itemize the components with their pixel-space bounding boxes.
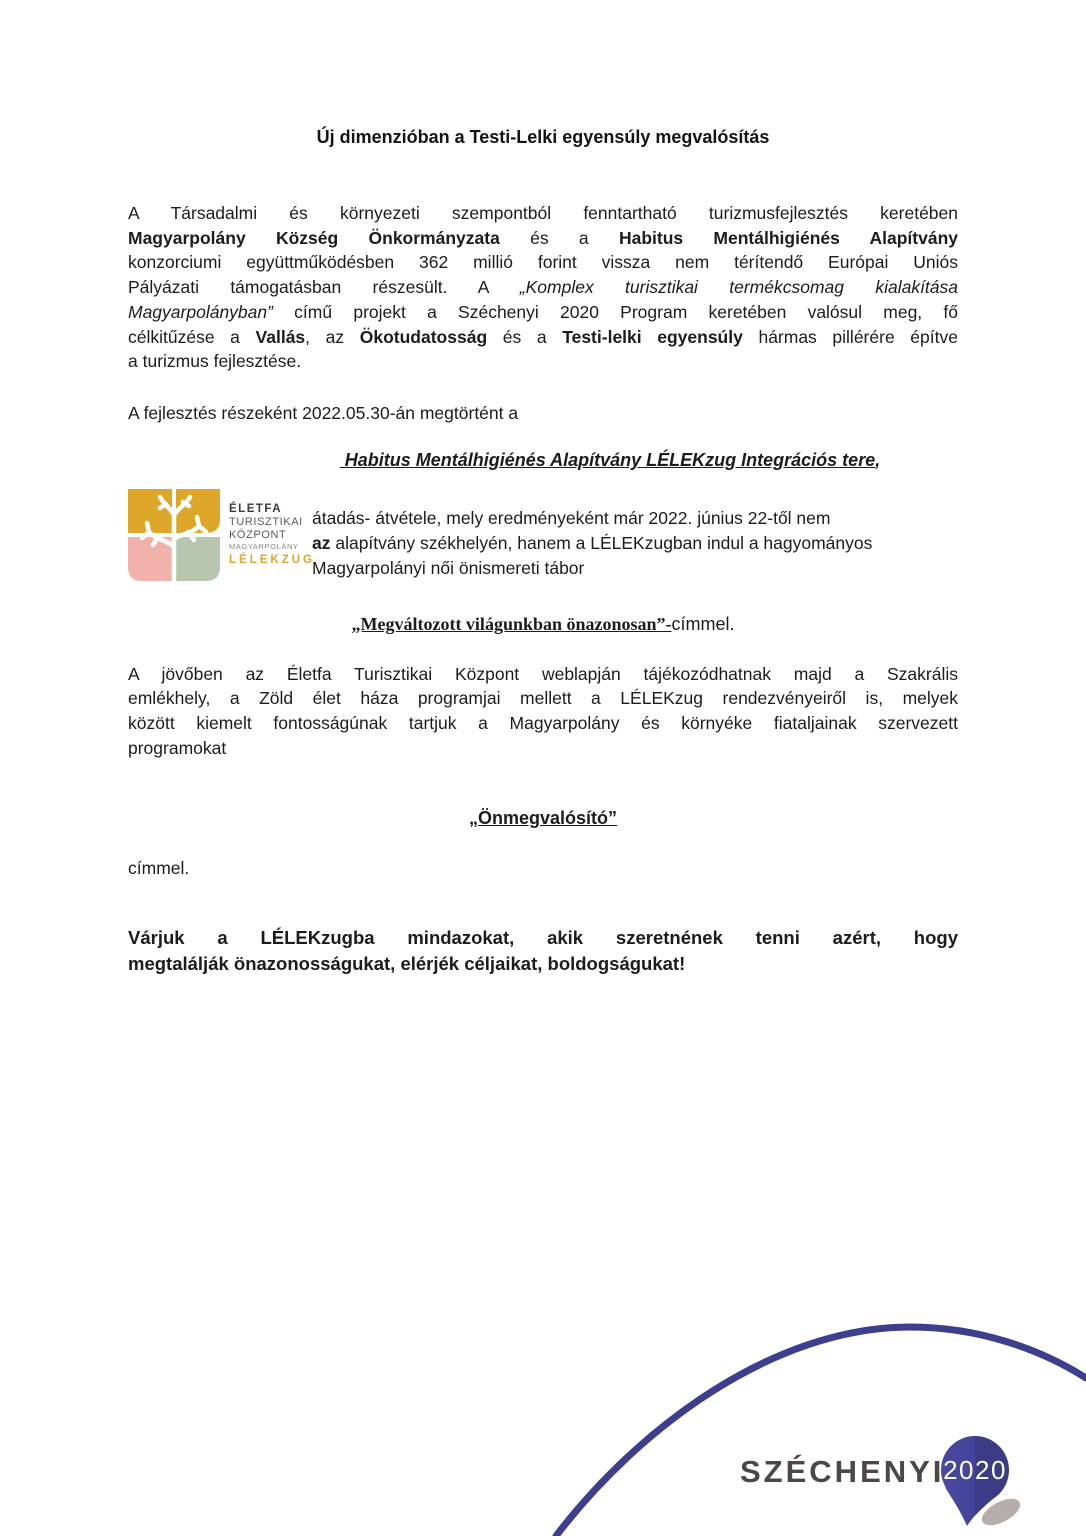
development-paragraph: A fejlesztés részeként 2022.05.30-án megtörtént a [128,402,519,423]
self-actualization-headline: „Önmegvalósító” [468,808,618,829]
future-paragraph: A jövőben az Életfa Turisztikai Központ weblapján tájékozódhatnak majd a Szakrális emlékhely, a Zöld élet háza programjai mellett a LÉLEKzug rendezvényeiről is, melyek között kiemelt fontosságúnak tartjuk a Magyarpolány és környéke fiataljainak szervezett programokat [128,663,958,758]
eletfa-logo-line-1: ÉLETFA [229,502,283,515]
intro-paragraph: A Társadalmi és környezeti szempontból fenntartható turizmusfejlesztés keretében Magyarpolány Község Önkormányzata és a Habitus Mentálhigiénés Alapítvány konzorciumi együttműködésben 362 millió forint vissza nem térítendő Európai Uniós Pályázati támogatásban részesült. A „Komplex turisztikai termékcsomag kialakítása Magyarpolányban” című projekt a Széchenyi 2020 Program keretében valósul meg, fő célkitűzése a Vallás, az Ökotudatosság és a Testi-lelki egyensúly hármas pillérére építve a turizmus fejlesztése. [128,203,959,372]
eletfa-logo-line-4: MAGYARPOLÁNY [229,541,299,551]
szechenyi-2020-logo [0,1276,1086,1536]
eletfa-logo-line-3: KÖZPONT [229,528,287,541]
document-content [128,0,958,977]
eletfa-logo-line-5: LÉLEKZUG [229,553,315,566]
eletfa-logo [128,485,315,584]
logo-row [128,485,958,584]
integration-headline: Habitus Mentálhigiénés Alapítvány LÉLEKzug Integrációs tere, [339,449,881,470]
eletfa-logo-line-2: TURISZTIKAI [229,515,303,528]
handover-paragraph: átadás- átvétele, mely eredményeként már 2022. június 22-től nem az alapítvány székhelyén, hanem a LÉLEKzugban indul a hagyományos Magyarpolányi női önismereti tábor [312,507,873,579]
cimmel-paragraph: címmel. [128,858,190,879]
closing-paragraph: Várjuk a LÉLEKzugba mindazokat, akik szeretnének tenni azért, hogy megtalálják önazonosságukat, elérjék céljaikat, boldogságukat! [128,927,958,975]
page-title: Új dimenzióban a Testi-Lelki egyensúly megvalósítás [316,127,770,147]
eletfa-tree-icon [128,485,220,584]
pin-year-label: 2020 [943,1455,1007,1485]
szechenyi-wordmark: SZÉCHENYI [740,1454,945,1489]
changed-world-headline: „Megváltozott világunkban önazonosan”-címmel. [351,613,735,634]
eletfa-logo-text [229,485,315,584]
